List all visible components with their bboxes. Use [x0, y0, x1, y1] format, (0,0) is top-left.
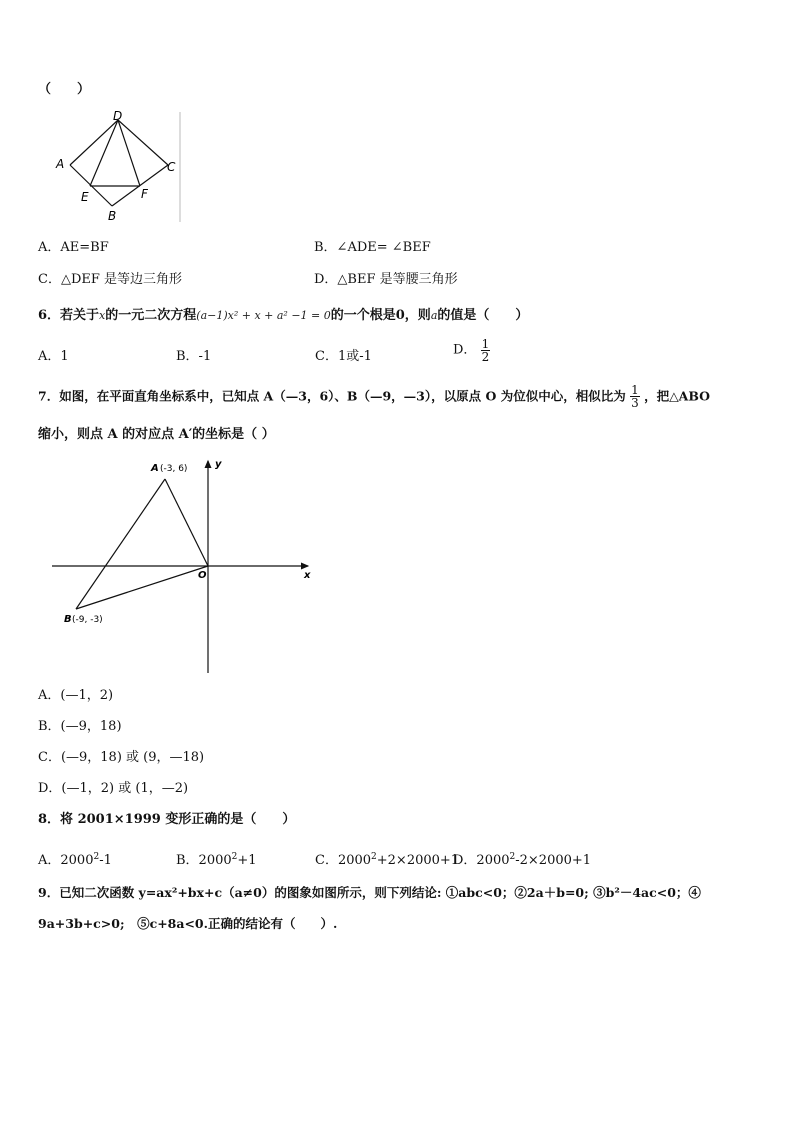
q8-option-a[interactable]: A．2000$^2$-1: [38, 852, 112, 868]
q5-option-d[interactable]: D．△BEF 是等腰三角形: [314, 272, 458, 287]
q5-option-b[interactable]: B．∠ADE= ∠BEF: [314, 240, 431, 255]
q6-stem-pre: 6．若关于: [38, 308, 100, 323]
q5-option-c[interactable]: C．△DEF 是等边三角形: [38, 272, 183, 287]
q7-coordinate-figure: [40, 455, 330, 680]
q6-var-a: a: [430, 309, 438, 322]
q7-option-d[interactable]: D．(—1，2) 或 (1，—2): [38, 781, 189, 796]
q6-option-d[interactable]: [453, 338, 490, 363]
q7-triangle-abo: [76, 479, 208, 609]
q7-option-c[interactable]: C．(—9，18) 或 (9，—18): [38, 750, 205, 765]
q7-stem-pre: 7．如图，在平面直角坐标系中，已知点 A（—3，6）、B（—9，—3），以原点 O 为位似中心，相似比为: [38, 388, 626, 404]
q6-stem-post: 的一个根是0，则: [330, 308, 431, 323]
q7-stem-line2: 缩小，则点 A 的对应点 A′的坐标是（ ）: [38, 427, 275, 442]
q6-stem-mid: 的一元二次方程: [105, 308, 197, 323]
q5-label-e: E: [81, 190, 89, 204]
q5-option-a[interactable]: A．AE=BF: [38, 240, 109, 255]
q6-stem: [38, 308, 528, 324]
q7-label-b: B: [64, 614, 72, 625]
q6-stem-end: 的值是（ ）: [437, 308, 529, 323]
q6-frac-den: 2: [481, 350, 490, 364]
q6-option-c[interactable]: C．1或-1: [315, 349, 372, 364]
q5-figure: [50, 110, 185, 225]
q6-frac-num: 1: [481, 337, 490, 351]
q5-label-c: C: [167, 160, 176, 174]
q8-option-c[interactable]: C．$2000^2+2\times 2000+1$: [315, 852, 460, 868]
q5-label-d: D: [113, 110, 123, 123]
q7-label-a: A: [151, 463, 159, 474]
q8-option-b[interactable]: B．$2000^2+1$: [176, 852, 257, 868]
q6-option-b[interactable]: B．-1: [176, 349, 212, 364]
q5-answer-paren: （ ）: [38, 82, 91, 97]
q7-ratio-fraction: [630, 384, 640, 409]
q8-stem: 8．将 2001×1999 变形正确的是（ ）: [38, 812, 296, 827]
q5-label-f: F: [141, 187, 148, 201]
q7-label-y: y: [215, 459, 222, 470]
q6-equation: (a−1)x² + x + a² −1 = 0: [196, 309, 331, 322]
q6-var-x: x: [99, 309, 106, 322]
q5-label-b: B: [108, 209, 117, 223]
q9-stem-line1: 9．已知二次函数 y=ax²+bx+c（a≠0）的图象如图所示，则下列结论: ①abc<0；②2a＋b=0; ③b²－4ac<0；④: [38, 885, 701, 900]
q7-option-b[interactable]: B．(—9，18): [38, 719, 122, 734]
q6-option-d-prefix: D．: [453, 342, 477, 358]
q6-option-d-fraction: [481, 338, 491, 363]
q9-stem-line2: 9a+3b+c>0; ⑤c+8a<0.正确的结论有（ ）.: [38, 916, 338, 931]
q7-stem-line1: [38, 384, 710, 409]
q7-label-o: O: [198, 570, 207, 581]
q7-ratio-den: 3: [631, 396, 639, 410]
q6-option-a[interactable]: A．1: [38, 349, 69, 364]
q7-coord-a: (-3, 6): [160, 464, 188, 474]
q8-option-d[interactable]: D．$2000^2-2\times 2000+1$: [453, 852, 592, 868]
q7-ratio-num: 1: [631, 383, 639, 397]
q7-label-x: x: [304, 570, 311, 581]
q7-option-a[interactable]: A．(—1，2): [38, 688, 114, 703]
q5-label-a: A: [56, 157, 65, 171]
q7-stem-post: ，把△ABO: [644, 388, 711, 404]
q7-coord-b: (-9, -3): [72, 615, 103, 625]
